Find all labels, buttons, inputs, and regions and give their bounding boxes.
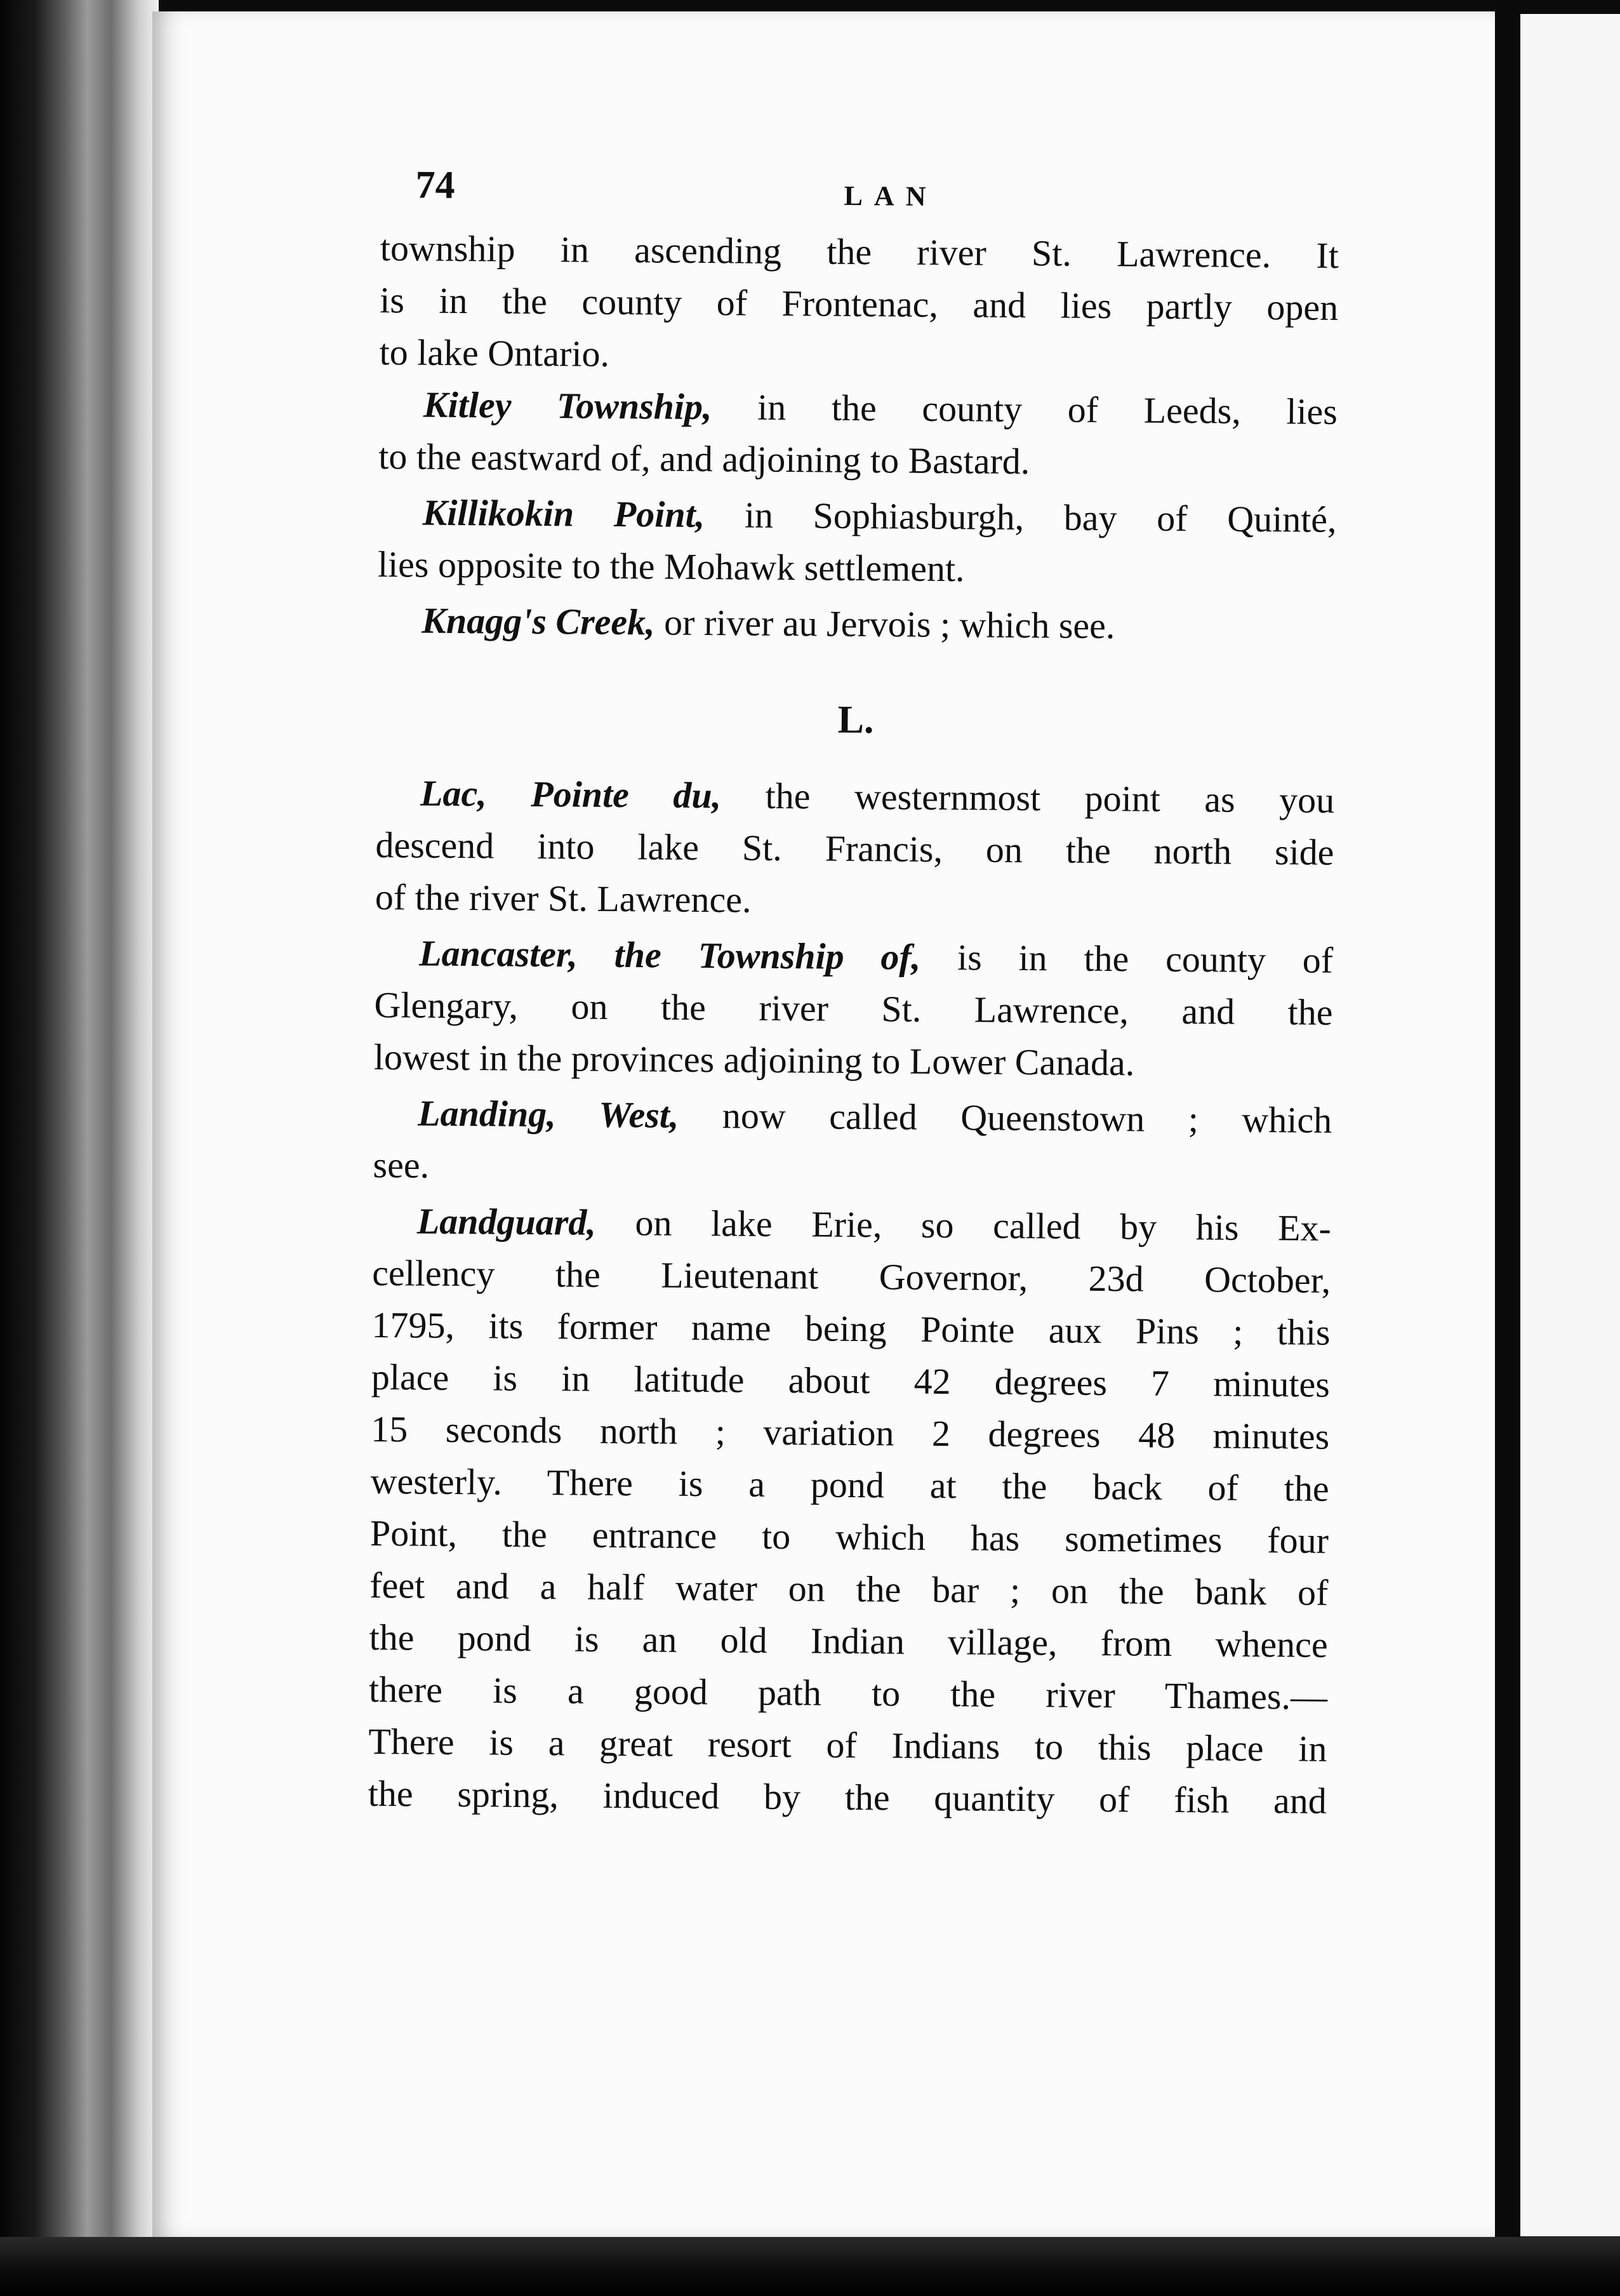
entry-term: Lac, Pointe du, [420, 772, 722, 817]
entries-l [368, 767, 1334, 1827]
entry-term: Lancaster, the Township of, [418, 932, 921, 978]
gazetteer-entry [373, 1087, 1332, 1199]
page-gutter [1495, 0, 1520, 2296]
text-line: to lake Ontario. [379, 331, 610, 375]
entry-line: lowest in the provinces adjoining to Lower Canada. [373, 1036, 1135, 1084]
entry-line: lies opposite to the Mohawk settlement. [377, 543, 965, 590]
entry-line: descend into lake St. Francis, on the north side [375, 824, 1334, 873]
entry-text: or river au Jervois ; which see. [654, 601, 1115, 647]
text-line: township in ascending the river St. Lawrence. It [380, 227, 1339, 276]
entry-first-line [373, 1195, 1332, 1255]
entry-line: the pond is an old Indian village, from whence [369, 1616, 1328, 1665]
gazetteer-entry [375, 767, 1335, 931]
adjacent-page-edge [1520, 14, 1620, 2236]
gazetteer-entry [378, 378, 1338, 490]
running-head: LAN [844, 180, 938, 212]
entry-line: 1795, its former name being Pointe aux Pins ; this [371, 1304, 1331, 1353]
entry-first-line [375, 927, 1334, 987]
text-line: is in the county of Frontenac, and lies partly open [379, 279, 1339, 328]
gazetteer-entry [374, 927, 1334, 1091]
page-header [380, 159, 1339, 230]
book-spine-edge [0, 0, 159, 2296]
entry-term: Knagg's Creek, [422, 599, 655, 643]
scan-bottom-edge [0, 2237, 1620, 2296]
gazetteer-entry [377, 594, 1336, 654]
entry-text: now called Queenstown ; which [679, 1094, 1332, 1141]
entry-line: feet and a half water on the bar ; on the bank of [369, 1564, 1329, 1613]
continued-entry [379, 222, 1339, 386]
entry-text: in the county of Leeds, lies [712, 386, 1338, 432]
entry-line: Glengary, on the river St. Lawrence, and the [374, 984, 1333, 1033]
entry-first-line [373, 1087, 1332, 1147]
entry-term: Landguard, [416, 1200, 597, 1243]
entry-line: of the river St. Lawrence. [375, 876, 752, 921]
entry-term: Killikokin Point, [422, 491, 705, 536]
entry-text: is in the county of [920, 936, 1334, 981]
entry-text: in Sophiasburgh, bay of Quinté, [704, 494, 1337, 540]
entries-k [377, 378, 1338, 654]
entry-line: see. [373, 1144, 430, 1186]
entry-line: There is a great resort of Indians to this place in [368, 1720, 1327, 1770]
entry-line: place is in latitude about 42 degrees 7 minutes [371, 1356, 1331, 1405]
gazetteer-entry [368, 1195, 1331, 1827]
entry-line: 15 seconds north ; variation 2 degrees 48 minutes [371, 1408, 1330, 1457]
entry-line: Point, the entrance to which has sometimes four [369, 1512, 1329, 1561]
page-number: 74 [415, 163, 455, 207]
entry-term: Kitley Township, [423, 384, 712, 428]
entry-first-line [378, 486, 1337, 546]
gazetteer-entry [378, 486, 1337, 598]
entry-text: the westernmost point as you [720, 775, 1335, 821]
entry-first-line [376, 767, 1335, 827]
page-text-block [368, 159, 1339, 1831]
entry-line: cellency the Lieutenant Governor, 23d October, [371, 1251, 1331, 1301]
entry-line: to the eastward of, and adjoining to Bastard. [378, 435, 1030, 483]
entry-term: Landing, West, [417, 1092, 679, 1136]
entry-line: westerly. There is a pond at the back of the [370, 1460, 1329, 1509]
entry-line: the spring, induced by the quantity of fish and [368, 1772, 1327, 1822]
entry-text: on lake Erie, so called by his Ex- [595, 1201, 1332, 1249]
entry-first-line [377, 594, 1336, 654]
entry-line: there is a good path to the river Thames.— [368, 1668, 1328, 1718]
section-letter: L. [837, 698, 874, 742]
entry-first-line [379, 378, 1338, 438]
